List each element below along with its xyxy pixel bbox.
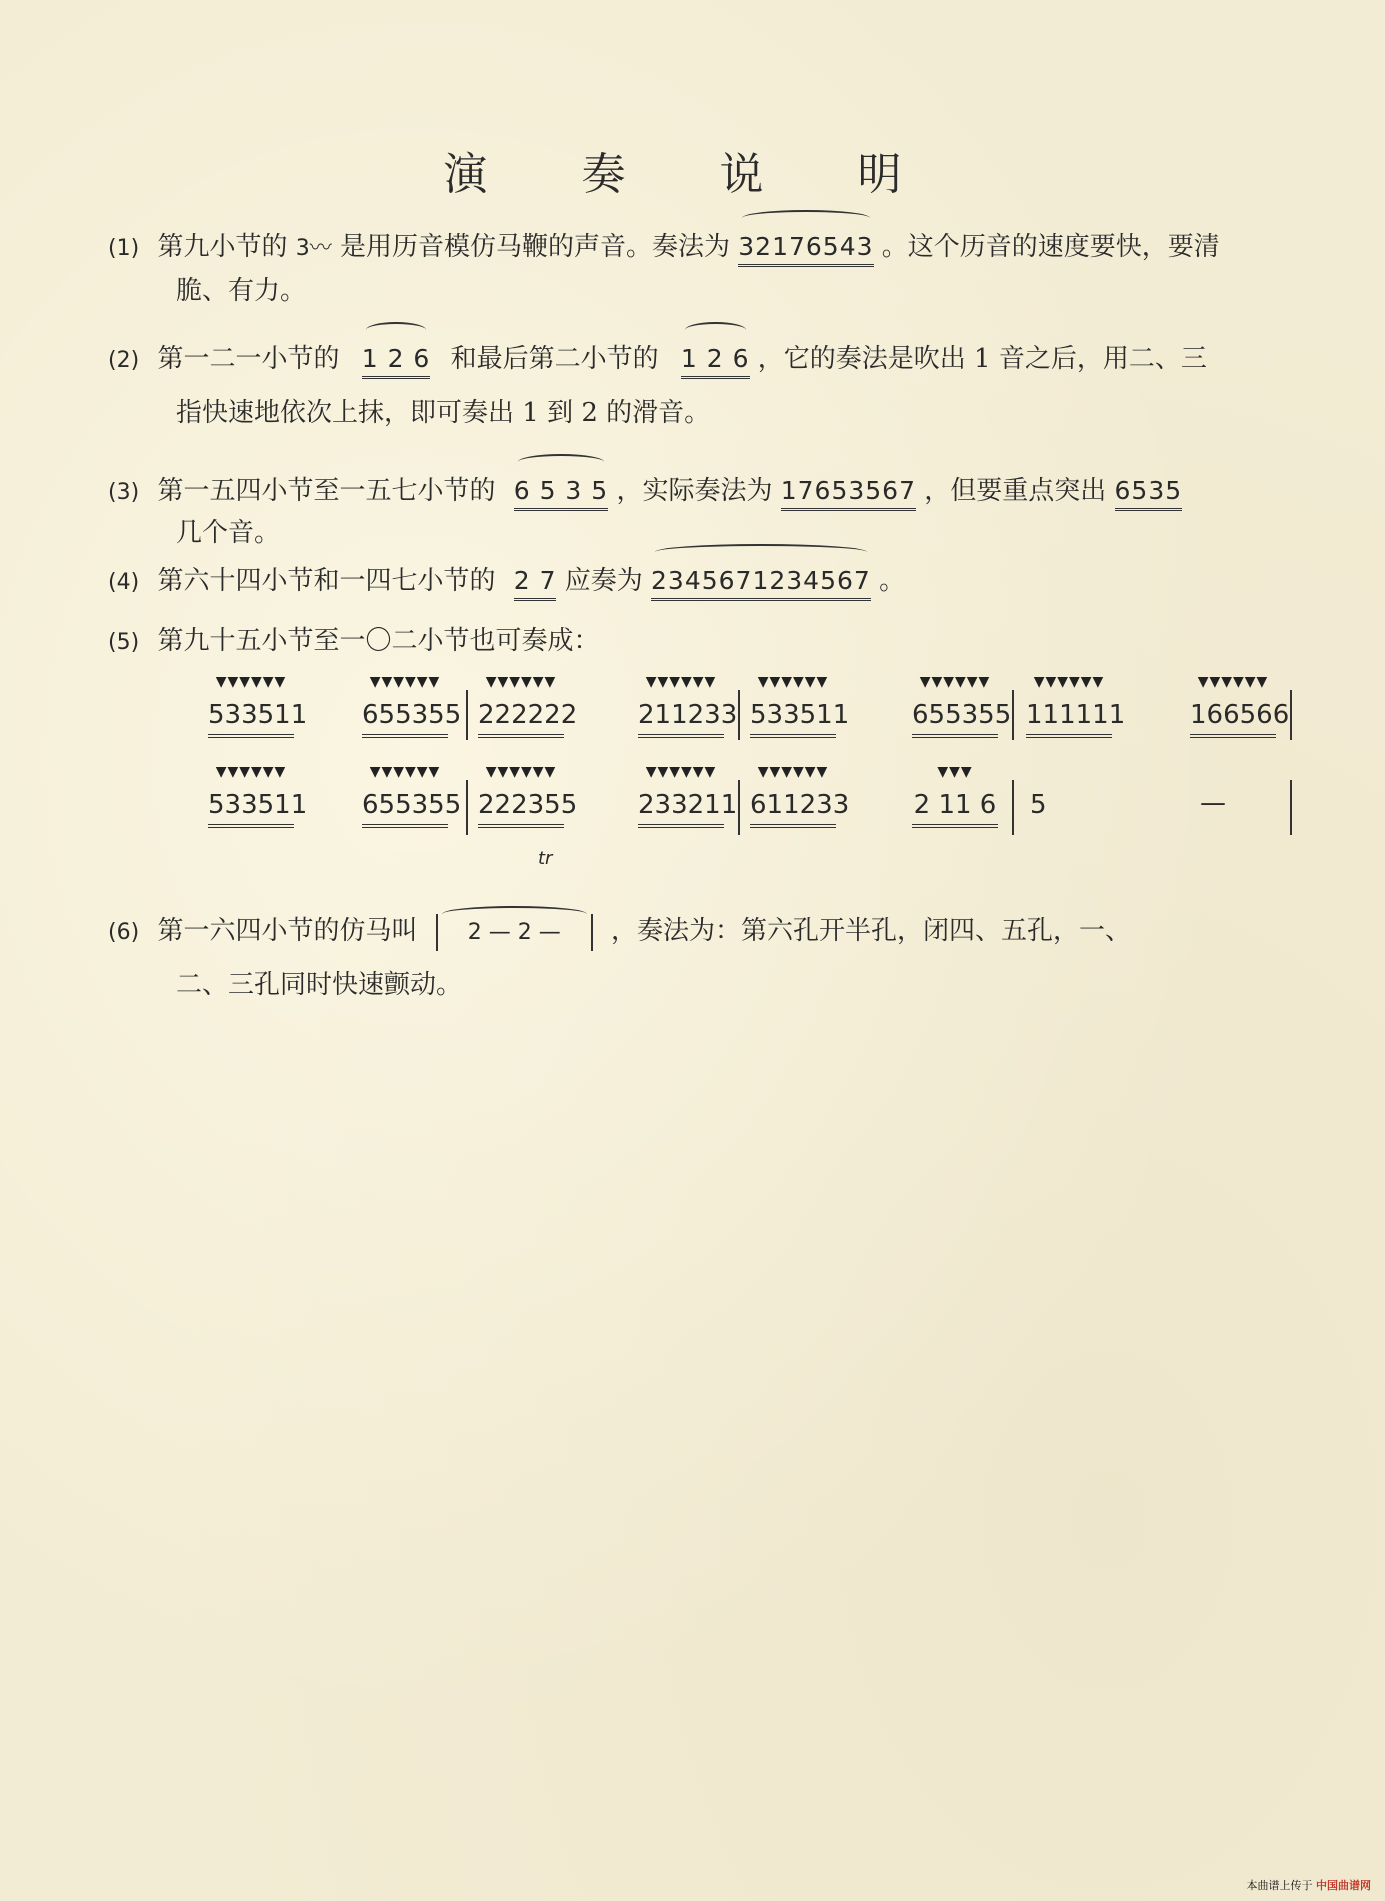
item-text: 应奏为: [564, 566, 643, 596]
item-text: 第九十五小节至一〇二小节也可奏成：: [157, 626, 600, 656]
slur-arc: [366, 322, 427, 338]
item-text: 。: [879, 566, 906, 596]
note-group: ▼▼▼▼▼▼ 611233: [750, 790, 836, 828]
item-continuation: 指快速地依次上抹，即可奏出 1 到 2 的滑音。: [176, 398, 711, 428]
note-group: ▼▼▼▼▼▼ 166566: [1190, 700, 1276, 738]
slur-arc: [742, 210, 869, 226]
note-item-6: [108, 910, 1131, 947]
note-sequence: 2 7: [514, 566, 557, 601]
item-text: 第一二一小节的: [157, 344, 340, 374]
bar-line: [1012, 690, 1014, 740]
item-continuation: 二、三孔同时快速颤动。: [176, 970, 463, 1000]
note-sequence: 1 2 6: [362, 344, 431, 379]
note-sequence: 32176543: [738, 232, 873, 267]
tongue-marks: ▼▼▼▼▼▼: [757, 764, 829, 780]
note-group: ▼▼▼▼▼▼ 211233: [638, 700, 724, 738]
slur-arc: [442, 906, 587, 922]
item-label: (6): [108, 920, 140, 945]
tongue-marks: ▼▼▼▼▼▼: [1197, 674, 1269, 690]
tongue-marks: ▼▼▼▼▼▼: [645, 764, 717, 780]
note-group: ▼▼▼▼▼▼ 533511: [750, 700, 836, 738]
tongue-marks: ▼▼▼: [937, 764, 973, 780]
note-sequence: 1 2 6: [681, 344, 750, 379]
item-continuation: 脆、有力。: [176, 276, 307, 306]
item-text: ，它的奏法是吹出 1 音之后，用二、三: [757, 344, 1207, 374]
bar-line: [1290, 690, 1292, 740]
tongue-marks: ▼▼▼▼▼▼: [215, 764, 287, 780]
bar-line: [466, 780, 468, 835]
sustain-dash: —: [1200, 788, 1226, 818]
tongue-marks: ▼▼▼▼▼▼: [485, 674, 557, 690]
tongue-marks: ▼▼▼▼▼▼: [645, 674, 717, 690]
item-text: ，奏法为：第六孔开半孔，闭四、五孔，一、: [610, 916, 1131, 946]
note-item-3: [108, 470, 1182, 511]
item-text: 第一五四小节至一五七小节的: [157, 476, 496, 506]
note-group: ▼▼▼▼▼▼ 655355: [362, 700, 448, 738]
item-text: 第九小节的: [157, 232, 288, 262]
note-sequence: 2345671234567: [651, 566, 871, 601]
item-label: (3): [108, 480, 140, 505]
bar-line: [738, 690, 740, 740]
note-sequence: 6535: [1115, 476, 1183, 511]
tongue-marks: ▼▼▼▼▼▼: [757, 674, 829, 690]
bar-line: [738, 780, 740, 835]
tongue-marks: ▼▼▼▼▼▼: [485, 764, 557, 780]
slur-arc: [685, 322, 746, 338]
bar-line: [466, 690, 468, 740]
note-group: ▼▼▼▼▼▼ 222222: [478, 700, 564, 738]
item-label: (1): [108, 236, 140, 261]
score-row-1: [200, 674, 1300, 750]
slur-arc: [518, 454, 604, 470]
trill-mark: tr: [538, 848, 553, 869]
item-text: 第一六四小节的仿马叫: [157, 916, 418, 946]
item-text: 是用历音模仿马鞭的声音。奏法为: [340, 232, 731, 262]
glissando-mark: 〰: [309, 236, 332, 261]
note-group: ▼▼▼▼▼▼ 111111: [1026, 700, 1112, 738]
note-group: ▼▼▼ 2 11 6: [912, 790, 998, 828]
item-label: (2): [108, 348, 140, 373]
note-sequence: 17653567: [781, 476, 916, 511]
note-five: 5: [1030, 790, 1047, 820]
note-group: ▼▼▼▼▼▼ 655355: [362, 790, 448, 828]
note-item-4: [108, 560, 905, 601]
tongue-marks: ▼▼▼▼▼▼: [369, 674, 441, 690]
grace-notation: 3: [295, 236, 310, 261]
bar-line: [1012, 780, 1014, 835]
tongue-marks: ▼▼▼▼▼▼: [215, 674, 287, 690]
score-row-2: [200, 764, 1300, 840]
note-group: ▼▼▼▼▼▼ 655355: [912, 700, 998, 738]
note-item-2: [108, 338, 1207, 379]
tongue-marks: ▼▼▼▼▼▼: [369, 764, 441, 780]
slur-arc: [655, 544, 867, 560]
note-group: ▼▼▼▼▼▼ 222355: [478, 790, 564, 828]
item-text: 和最后第二小节的: [450, 344, 659, 374]
note-group: ▼▼▼▼▼▼ 533511: [208, 790, 294, 828]
item-text: 第六十四小节和一四七小节的: [157, 566, 496, 596]
item-continuation: 几个音。: [176, 518, 281, 548]
footer-credit: 本曲谱上传于 中国曲谱网: [1246, 1879, 1371, 1892]
item-label: (4): [108, 570, 140, 595]
tongue-marks: ▼▼▼▼▼▼: [1033, 674, 1105, 690]
page-title: 演 奏 说 明: [443, 149, 942, 200]
horse-neigh-notation: 2 — 2 —: [436, 914, 593, 951]
note-item-5: [108, 620, 599, 657]
note-item-1: [108, 226, 1220, 267]
tongue-marks: ▼▼▼▼▼▼: [919, 674, 991, 690]
bar-line: [1290, 780, 1292, 835]
note-group: ▼▼▼▼▼▼ 233211: [638, 790, 724, 828]
item-text: ，实际奏法为: [616, 476, 773, 506]
item-label: (5): [108, 630, 140, 655]
note-group: ▼▼▼▼▼▼ 533511: [208, 700, 294, 738]
note-sequence: 6 5 3 5: [514, 476, 608, 511]
item-text: 。这个历音的速度要快，要清: [881, 232, 1220, 262]
item-text: ，但要重点突出: [924, 476, 1107, 506]
